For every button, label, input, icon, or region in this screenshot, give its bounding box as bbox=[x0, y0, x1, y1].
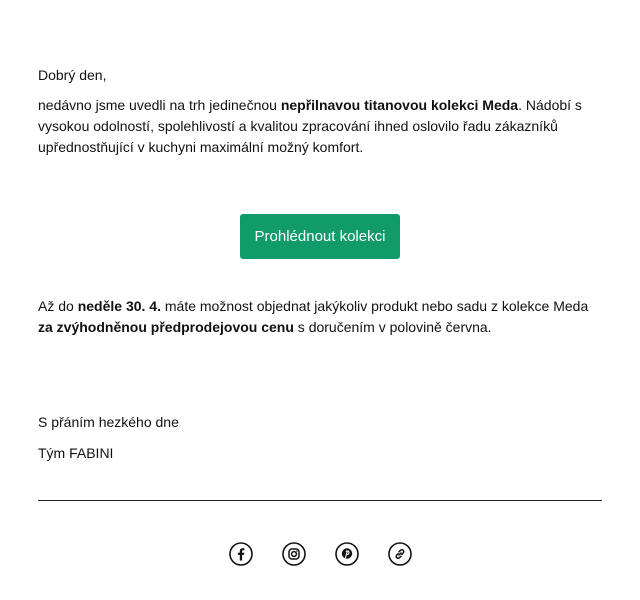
view-collection-button[interactable]: Prohlédnout kolekci bbox=[240, 214, 400, 259]
facebook-icon[interactable] bbox=[229, 542, 253, 566]
footer-divider bbox=[38, 500, 602, 501]
offer-paragraph bbox=[38, 296, 600, 338]
social-links bbox=[38, 542, 602, 566]
greeting-text: Dobrý den, bbox=[38, 67, 107, 83]
offer-price-highlight: za zvýhodněnou předprodejovou cenu bbox=[38, 319, 294, 335]
offer-text-1: Až do bbox=[38, 298, 78, 314]
instagram-icon[interactable] bbox=[282, 542, 306, 566]
intro-paragraph bbox=[38, 95, 600, 158]
signature-text: Tým FABINI bbox=[38, 445, 114, 461]
offer-date: neděle 30. 4. bbox=[77, 298, 161, 314]
pinterest-icon[interactable] bbox=[335, 542, 359, 566]
regards-text: S přáním hezkého dne bbox=[38, 414, 179, 430]
offer-text-2: máte možnost objednat jakýkoliv produkt nebo sadu z kolekce Meda bbox=[160, 298, 589, 314]
intro-text-start: nedávno jsme uvedli na trh jedinečnou bbox=[38, 97, 281, 113]
intro-highlight: nepřilnavou titanovou kolekci Meda bbox=[280, 97, 519, 113]
offer-text-3: s doručením v polovině června. bbox=[293, 319, 492, 335]
intro-text-end: . Nádobí s vysokou odolností, spolehlivostí a kvalitou zpracování ihned oslovilo řadu zákazníků upřednostňující v kuchyni maximální možný komfort. bbox=[38, 97, 582, 155]
cta-container bbox=[38, 214, 602, 259]
link-icon[interactable] bbox=[388, 542, 412, 566]
